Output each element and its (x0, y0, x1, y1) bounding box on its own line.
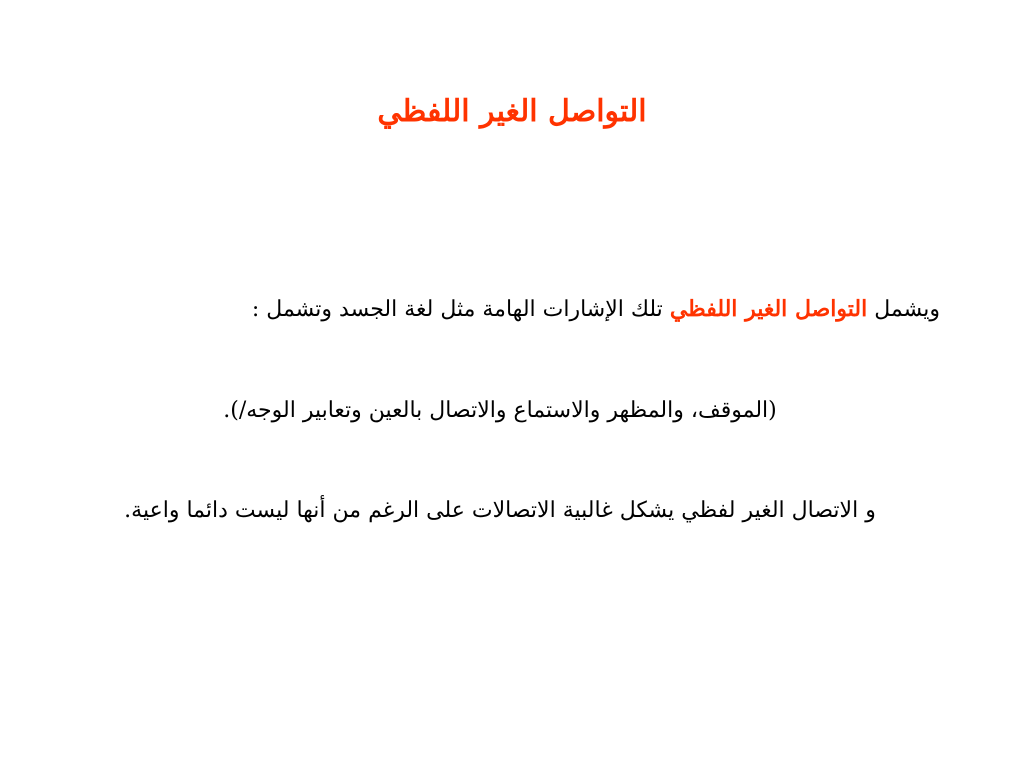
paragraph-conclusion: و الاتصال الغير لفظي يشكل غالبية الاتصالات على الرغم من أنها ليست دائما واعية. (124, 498, 876, 523)
paragraph-definition-after: تلك الإشارات الهامة مثل لغة الجسد وتشمل : (251, 297, 663, 322)
paragraph-examples: (الموقف، والمظهر والاستماع والاتصال بالعين وتعابير الوجه/). (223, 398, 777, 423)
paragraph-definition-before: ويشمل (874, 297, 940, 322)
paragraph-definition-highlight: التواصل الغير اللفظي (669, 296, 868, 322)
slide-title: التواصل الغير اللفظي (377, 94, 647, 129)
paragraph-definition (60, 292, 940, 327)
